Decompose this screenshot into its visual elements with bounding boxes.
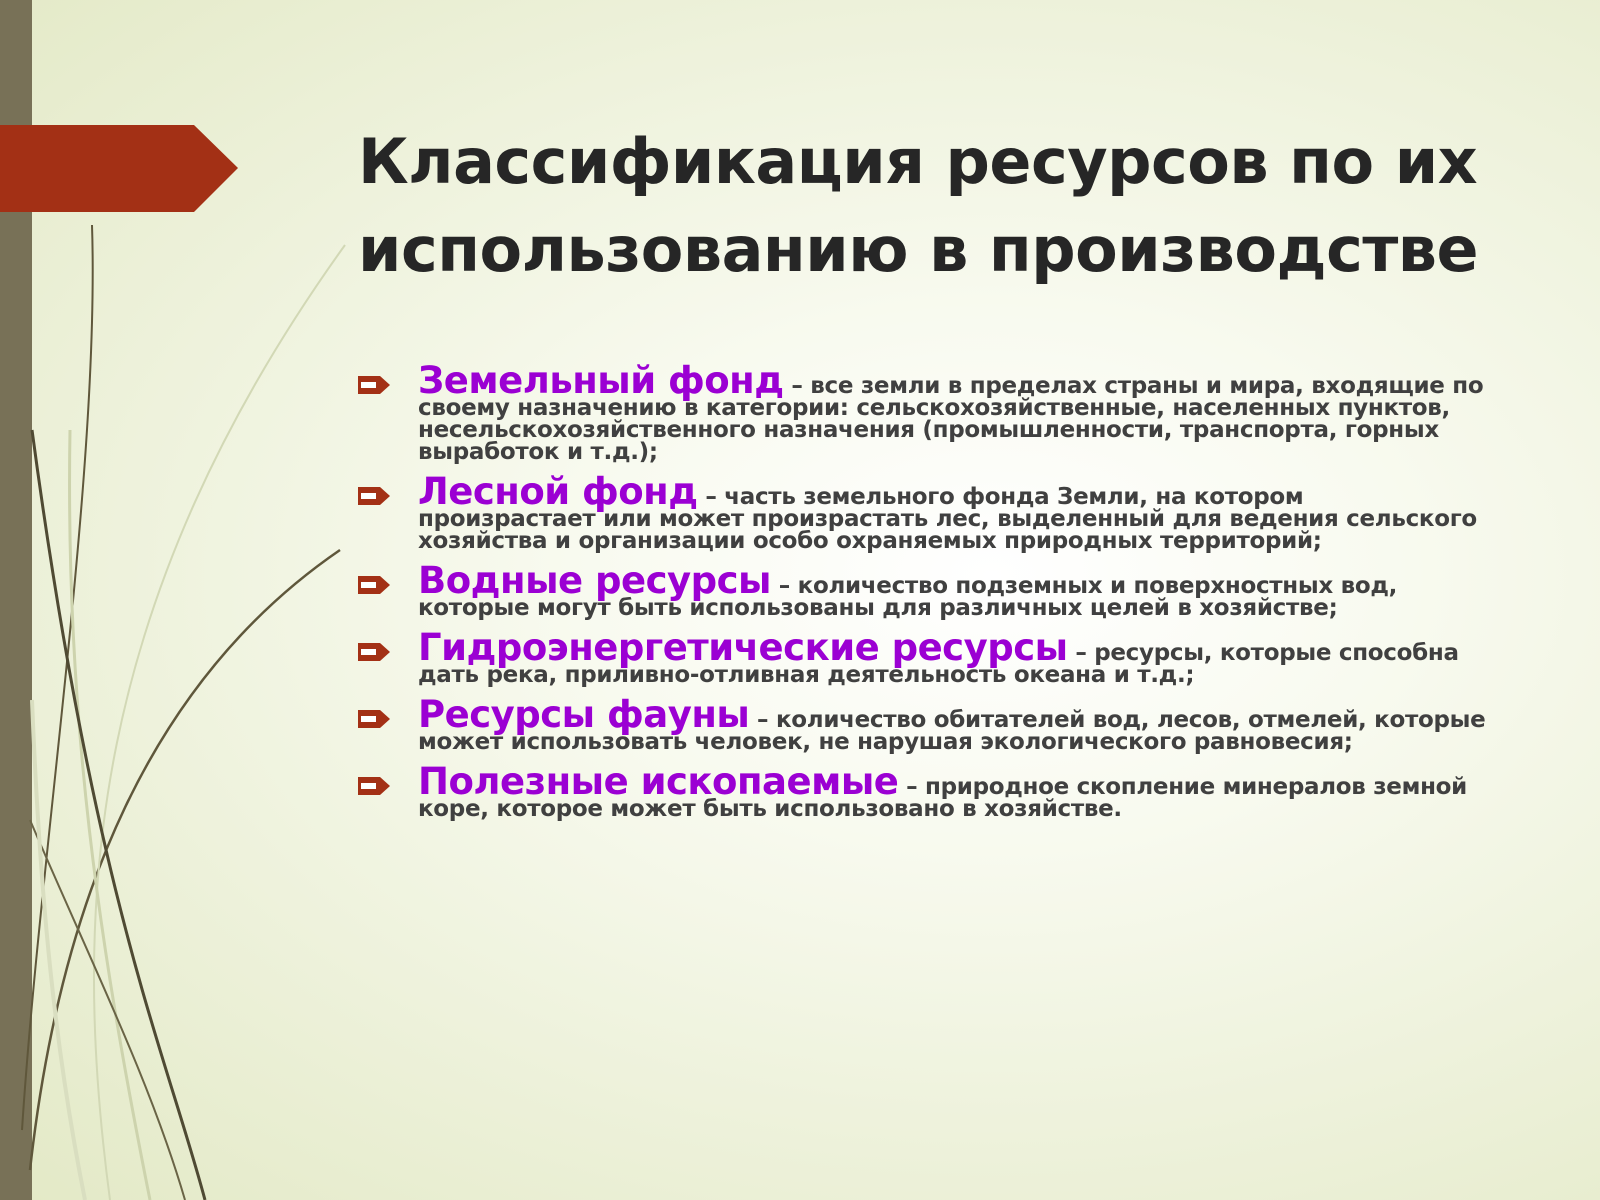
arrow-bullet-icon <box>358 710 390 728</box>
arrow-bullet-icon <box>358 576 390 594</box>
resource-description: – ресурсы, которые способна дать река, приливно-отливная деятельность океана и т.д.; <box>418 640 1459 688</box>
arrow-bullet-icon <box>358 777 390 795</box>
arrow-bullet-icon <box>358 487 390 505</box>
resource-term: Водные ресурсы <box>418 559 772 602</box>
resource-description: – количество обитателей вод, лесов, отмелей, которые может использовать человек, не нарушая экологического равновесия; <box>418 707 1486 755</box>
list-item <box>358 693 1486 755</box>
list-item <box>358 626 1486 688</box>
list-item <box>358 359 1486 465</box>
resource-term: Полезные ископаемые <box>418 760 899 803</box>
resource-classification-list <box>358 359 1486 838</box>
arrow-bullet-icon <box>358 376 390 394</box>
resource-description: – количество подземных и поверхностных вод, которые могут быть использованы для различных целей в хозяйстве; <box>418 573 1398 621</box>
list-item <box>358 760 1486 822</box>
title-accent-tab <box>0 0 240 220</box>
list-item <box>358 559 1486 621</box>
arrow-bullet-icon <box>358 643 390 661</box>
list-item <box>358 470 1486 554</box>
resource-term: Лесной фонд <box>418 470 698 513</box>
resource-description: – природное скопление минералов земной коре, которое может быть использовано в хозяйстве. <box>418 774 1467 822</box>
resource-term: Земельный фонд <box>418 359 784 402</box>
slide-title: Классификация ресурсов по их использованию в производстве <box>358 125 1479 286</box>
resource-term: Гидроэнергетические ресурсы <box>418 626 1068 669</box>
resource-description: – часть земельного фонда Земли, на котором произрастает или может произрастать лес, выделенный для ведения сельского хозяйства и организации особо охраняемых природных территорий; <box>418 484 1477 554</box>
resource-description: – все земли в пределах страны и мира, входящие по своему назначению в категории: сельскохозяйственные, населенных пунктов, несельскохозяйственного назначения (промышленности, транспорта, горных выработок и т.д.); <box>418 373 1484 465</box>
resource-term: Ресурсы фауны <box>418 693 750 736</box>
